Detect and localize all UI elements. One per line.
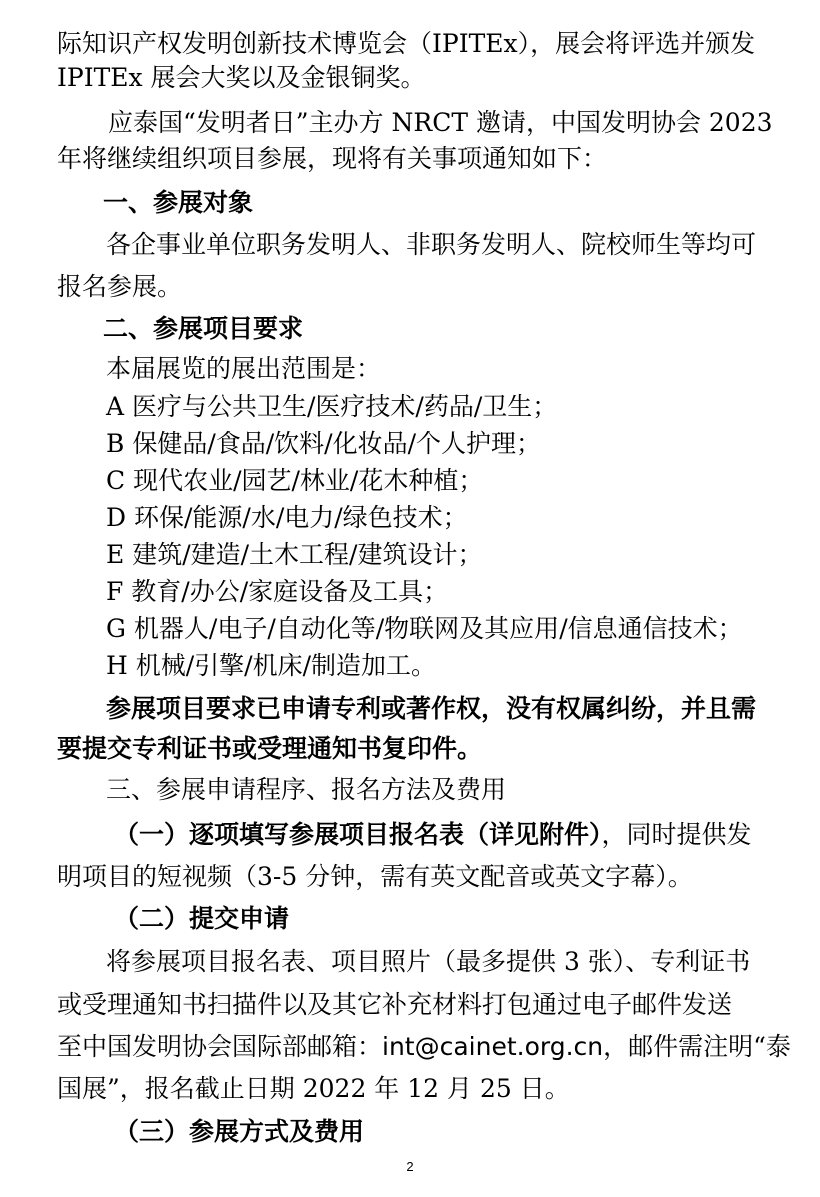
sub-2-line-3-text: 至中国发明协会国际部邮箱： — [57, 1032, 383, 1061]
sub-2-line-3-text-end: ，邮件需注明“泰 — [603, 1032, 791, 1061]
category-item: H 机械/引擎/机床/制造加工。 — [106, 651, 437, 680]
sub-2-line-3 — [57, 1030, 791, 1064]
sub-2-line-4: 国展”，报名截止日期 2022 年 12 月 25 日。 — [57, 1074, 570, 1103]
sub-1-text: ，同时提供发 — [601, 820, 752, 849]
sub-1-line-2: 明项目的短视频（3-5 分钟，需有英文配音或英文字幕）。 — [57, 862, 693, 891]
category-item: D 环保/能源/水/电力/绿色技术； — [106, 503, 468, 532]
category-item: E 建筑/建造/土木工程/建筑设计； — [106, 540, 483, 569]
category-item: C 现代农业/园艺/林业/花木种植； — [106, 466, 484, 495]
sub-1-title: （一）逐项填写参展项目报名表（详见附件） — [114, 820, 602, 849]
sub-2-line-2: 或受理通知书扫描件以及其它补充材料打包通过电子邮件发送 — [57, 990, 733, 1019]
section-1-line-1: 各企事业单位职务发明人、非职务发明人、院校师生等均可 — [106, 230, 757, 259]
intro-line-4: 年将继续组织项目参展，现将有关事项通知如下： — [57, 144, 608, 173]
sub-1-line-1 — [114, 818, 752, 852]
section-1-line-2: 报名参展。 — [57, 272, 183, 301]
section-3-heading: 三、参展申请程序、报名方法及费用 — [106, 775, 507, 804]
intro-line-3: 应泰国“发明者日”主办方 NRCT 邀请，中国发明协会 2023 — [108, 108, 773, 137]
category-item: A 医疗与公共卫生/医疗技术/药品/卫生； — [106, 392, 558, 421]
page-number: 2 — [406, 1159, 414, 1174]
section-2-heading: 二、参展项目要求 — [103, 314, 304, 343]
requirement-line-2: 要提交专利证书或受理通知书复印件。 — [57, 734, 483, 763]
section-1-heading: 一、参展对象 — [103, 188, 254, 217]
requirement-line-1: 参展项目要求已申请专利或著作权，没有权属纠纷，并且需 — [106, 694, 757, 723]
category-item: G 机器人/电子/自动化等/物联网及其应用/信息通信技术； — [106, 614, 743, 643]
intro-line-2: IPITEx 展会大奖以及金银铜奖。 — [57, 63, 426, 92]
category-item: F 教育/办公/家庭设备及工具； — [106, 577, 449, 606]
email-address: int@cainet.org.cn — [382, 1032, 604, 1061]
intro-line-1: 际知识产权发明创新技术博览会（IPITEx），展会将评选并颁发 — [57, 29, 756, 58]
sub-2-heading: （二）提交申请 — [114, 904, 290, 933]
sub-2-line-1: 将参展项目报名表、项目照片（最多提供 3 张）、专利证书 — [106, 947, 751, 976]
sub-3-heading: （三）参展方式及费用 — [114, 1117, 365, 1146]
category-item: B 保健品/食品/饮料/化妆品/个人护理； — [106, 429, 542, 458]
scope-intro: 本届展览的展出范围是： — [106, 354, 382, 383]
